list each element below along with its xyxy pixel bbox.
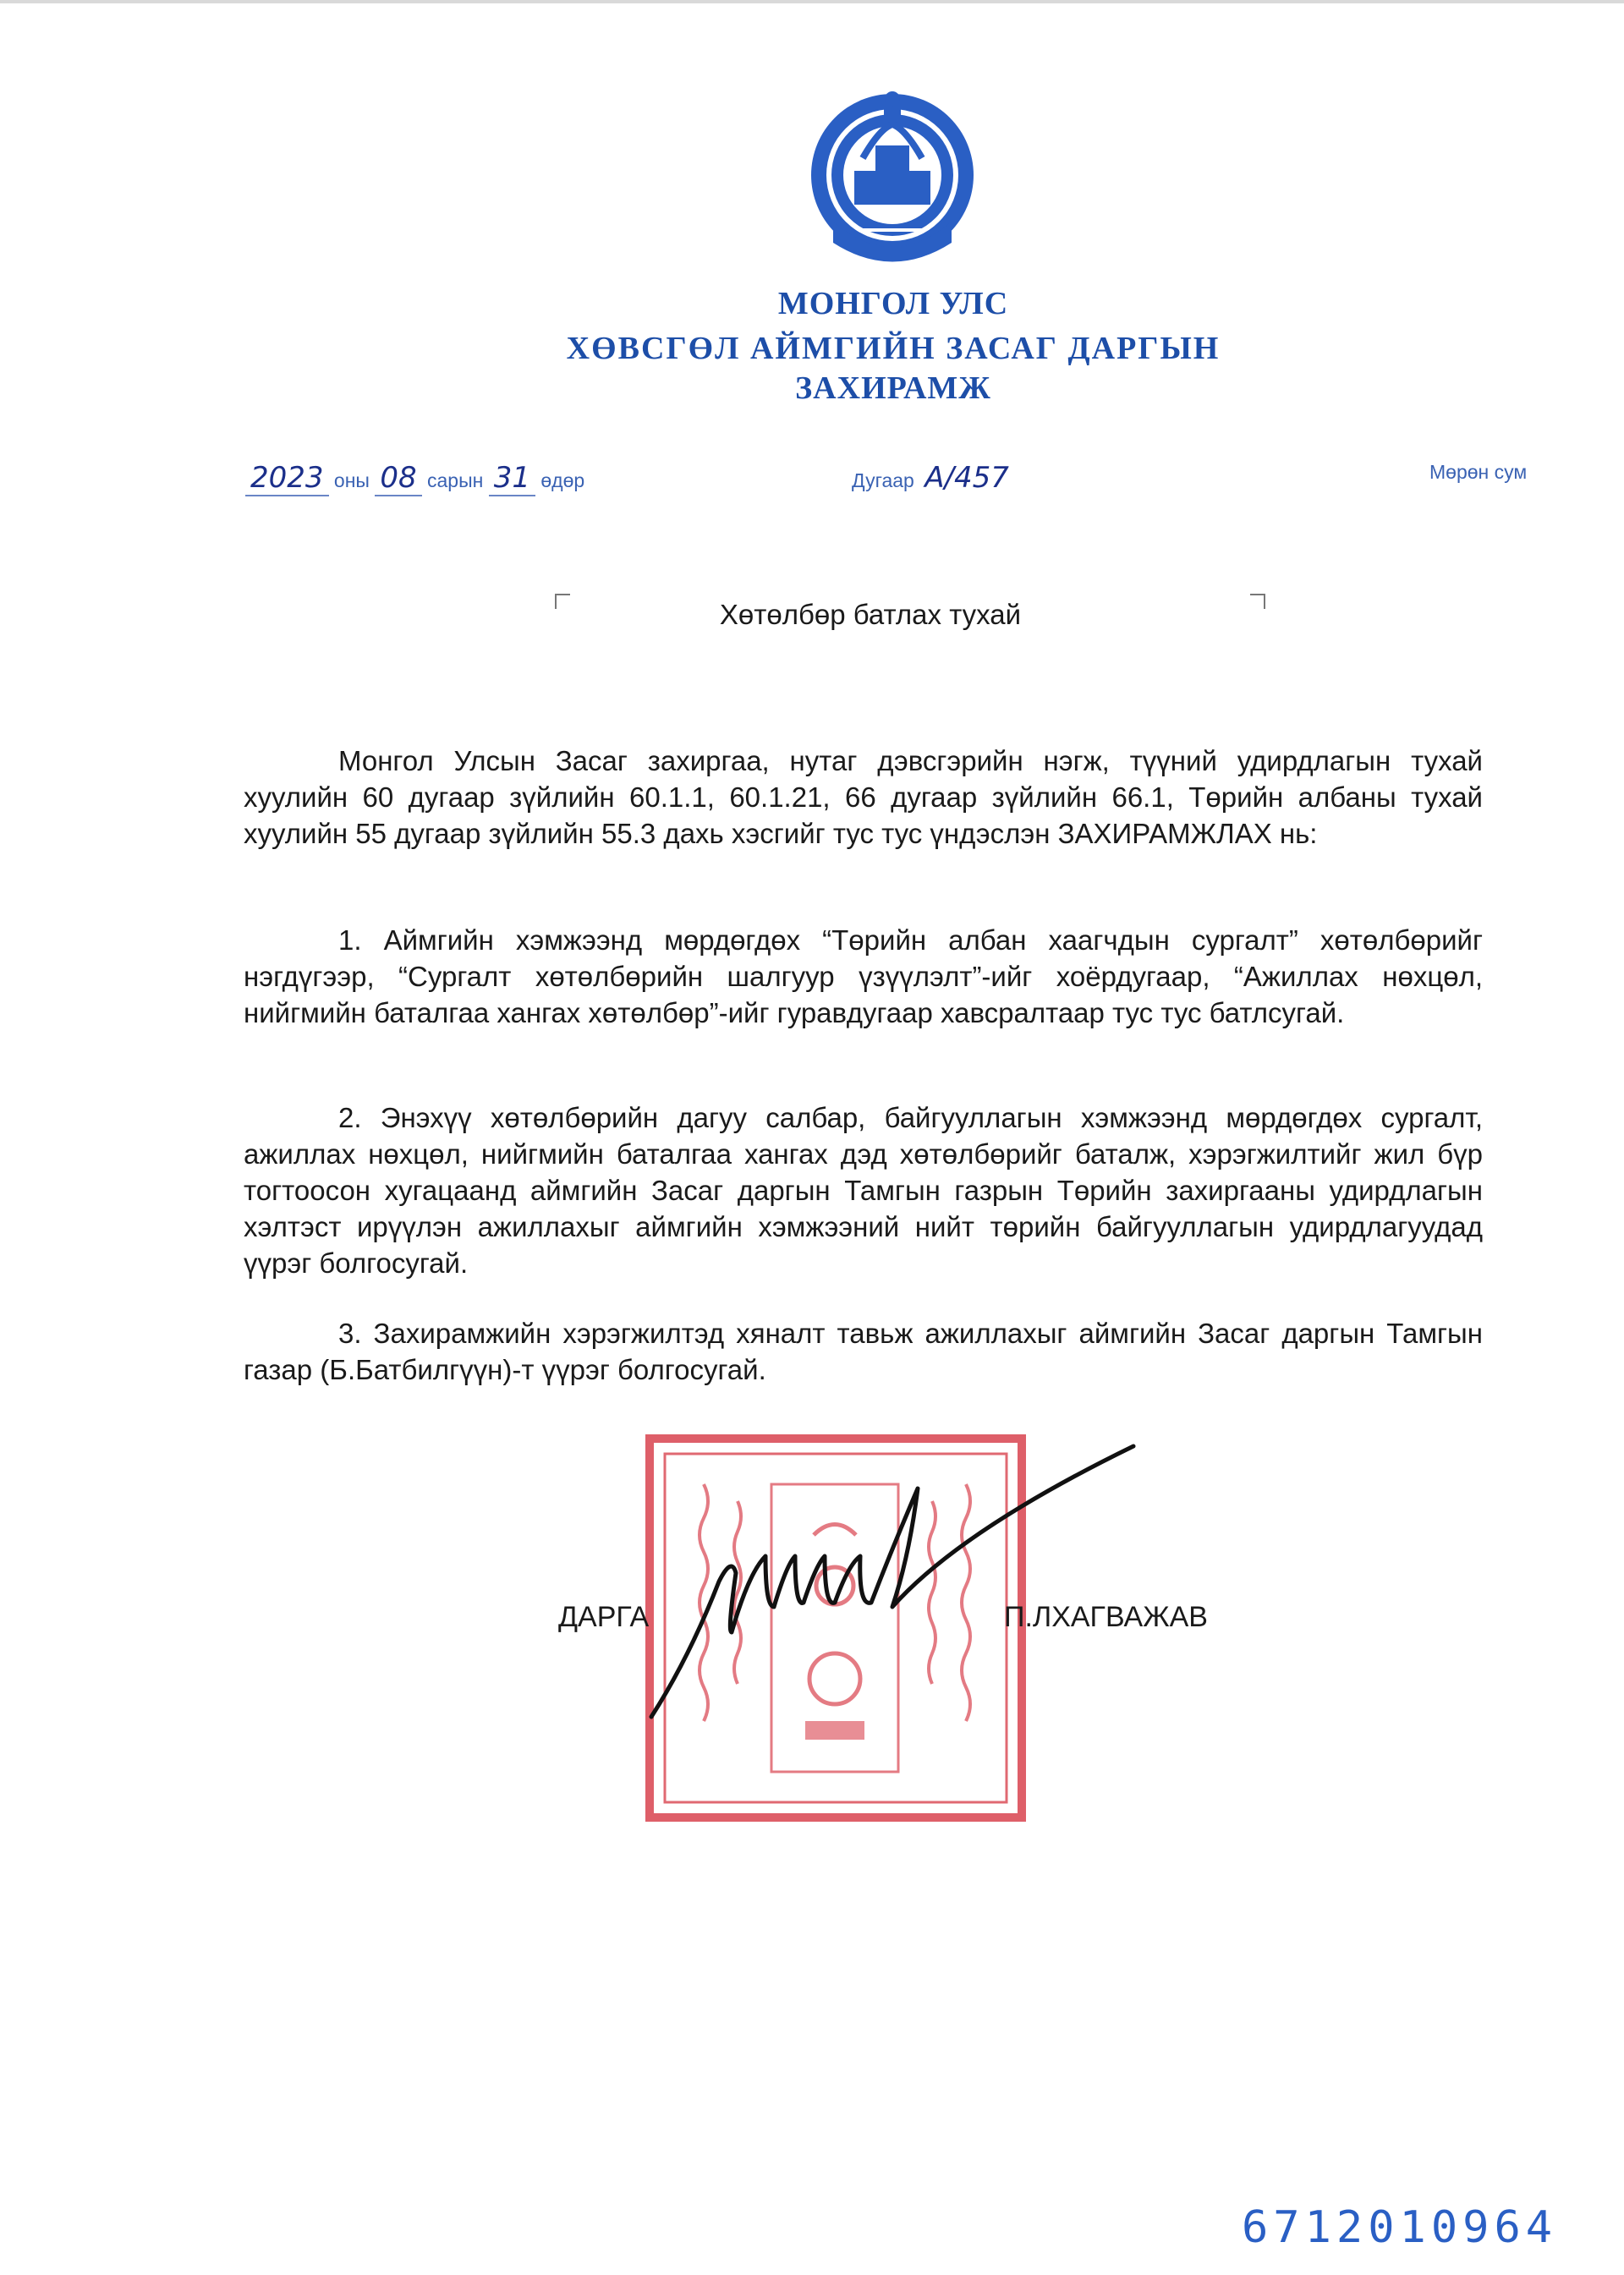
signatory-name: П.ЛХАГВАЖАВ <box>1004 1601 1208 1633</box>
item-3-text: 3. Захирамжийн хэрэгжилтэд хяналт тавьж ажиллахыг аймгийн Засаг даргын Тамгын газар (Б.Батбилгүүн)-т үүрэг болгосугай. <box>244 1318 1483 1385</box>
office-heading: ХӨВСГӨЛ АЙМГИЙН ЗАСАГ ДАРГЫН <box>566 331 1221 366</box>
item-3-paragraph <box>244 1315 1483 1388</box>
intro-paragraph <box>244 743 1483 852</box>
item-1-paragraph <box>244 922 1483 1031</box>
document-title: Хөтөлбөр батлах тухай <box>719 599 1022 630</box>
intro-text: Монгол Улсын Засаг захиргаа, нутаг дэвсгэрийн нэгж, түүний удирдлагын тухай хуулийн 60 дугаар зүйлийн 60.1.1, 60.1.21, 66 дугаар зүйлийн 66.1, Төрийн албаны тухай хуулийн 55 дугаар зүйлийн 55.3 дахь хэсгийг тус тус үндэслэн ЗАХИРАМЖЛАХ нь: <box>244 745 1483 849</box>
handwritten-signature <box>639 1438 1138 1759</box>
place-label: Мөрөн сум <box>1429 461 1528 483</box>
signatory-title: ДАРГА <box>558 1601 650 1633</box>
item-2-text: 2. Энэхүү хөтөлбөрийн дагуу салбар, байгууллагын хэмжээнд мөрдөгдөх сургалт, ажиллах нөхцөл, нийгмийн баталгаа хангах дэд хөтөлбөрийг баталж, хэрэгжилтийг жил бүр тогтоосон хугацаанд аймгийн Засаг даргын Тамгын газрын Төрийн захиргааны удирдлагын хэлтэст ирүүлэн ажиллахыг аймгийн хэмжээний нийт төрийн байгууллагын удирдлагуудад үүрэг болгосугай. <box>244 1102 1483 1279</box>
day-suffix: өдөр <box>540 469 585 491</box>
year-value: 2023 <box>245 461 329 496</box>
country-heading: МОНГОЛ УЛС <box>777 286 1009 321</box>
page-top-border <box>0 0 1624 3</box>
month-suffix: сарын <box>427 469 484 491</box>
document-serial-number: 6712010964 <box>1242 2202 1558 2253</box>
year-suffix: оны <box>333 469 370 491</box>
item-2-paragraph <box>244 1099 1483 1281</box>
number-label: Дугаар <box>852 469 914 491</box>
item-1-text: 1. Аймгийн хэмжээнд мөрдөгдөх “Төрийн албан хаагчдын сургалт” хөтөлбөрийг нэгдүгээр, “Сургалт хөтөлбөрийн шалгуур үзүүлэлт”-ийг хоёрдугаар, “Ажиллах нөхцөл, нийгмийн баталгаа хангах хөтөлбөр”-ийг гуравдугаар хавсралтаар тус тус батлсугай. <box>244 924 1483 1028</box>
document-type-heading: ЗАХИРАМЖ <box>795 370 991 406</box>
number-value: А/457 <box>924 461 1009 495</box>
number-line <box>852 461 1014 495</box>
state-emblem-icon <box>808 78 977 277</box>
date-line <box>245 461 584 496</box>
month-value: 08 <box>375 461 421 496</box>
day-value: 31 <box>489 461 535 496</box>
